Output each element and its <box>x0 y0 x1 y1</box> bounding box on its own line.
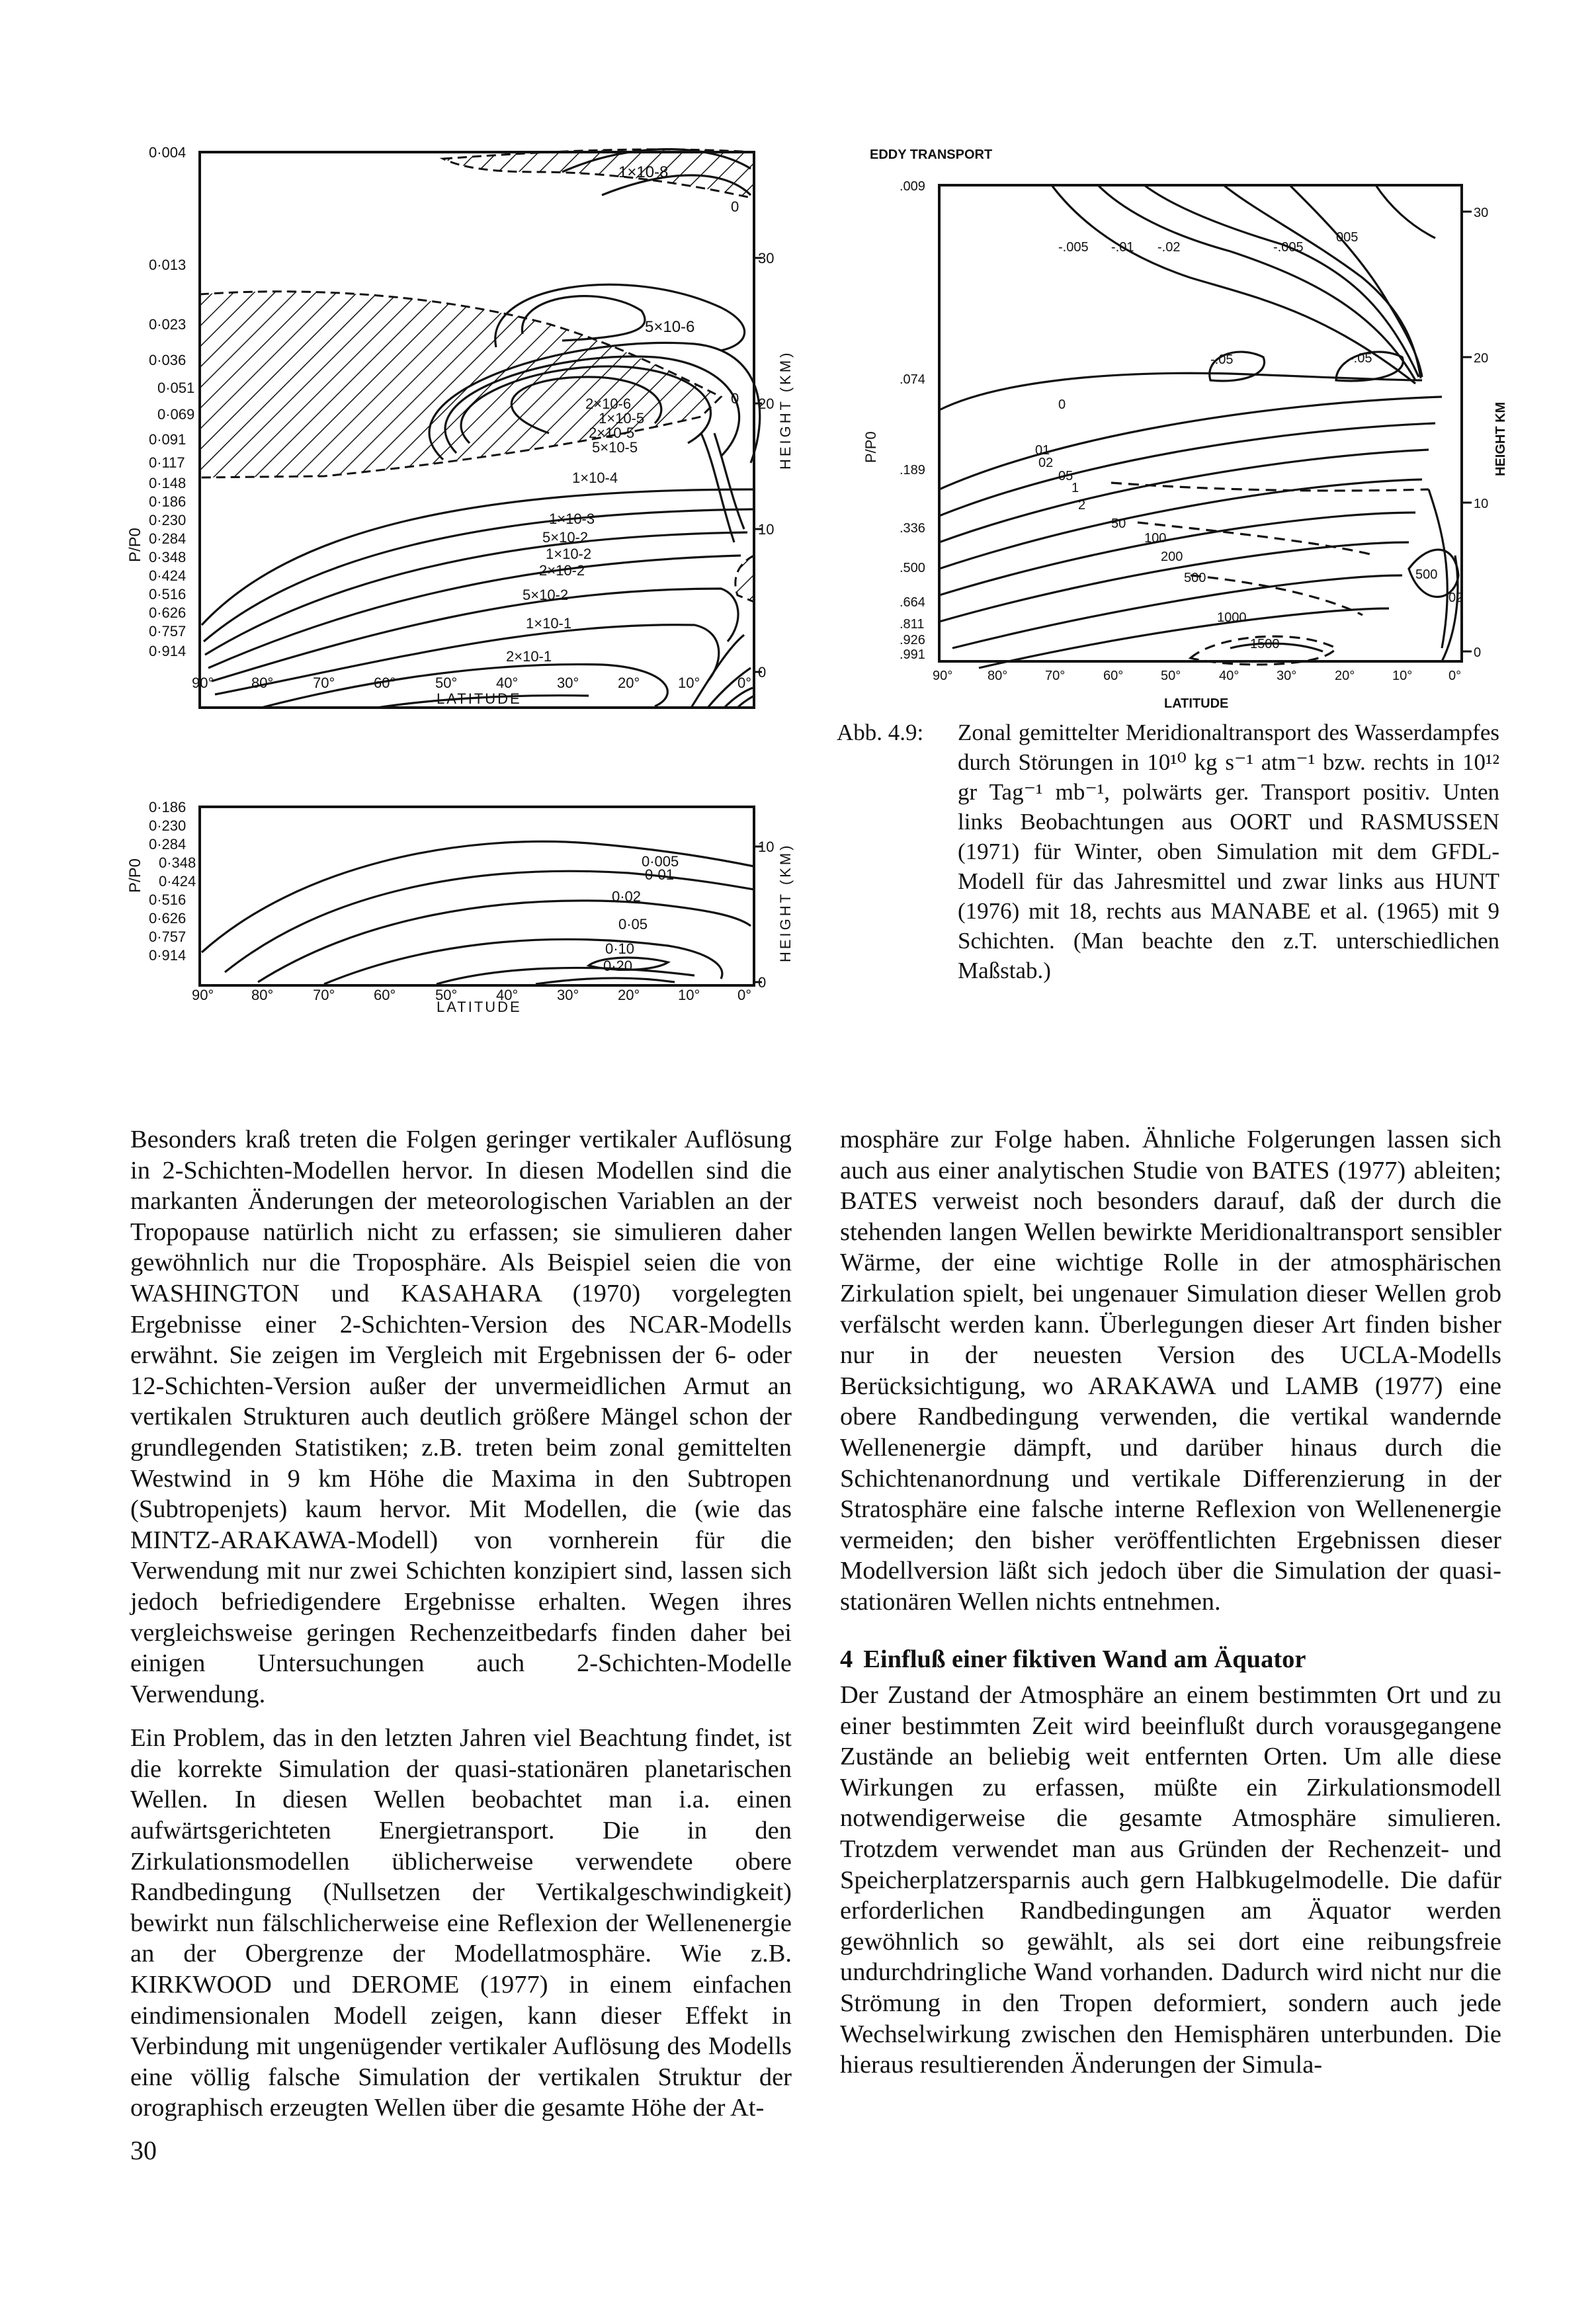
y-tick-label: 0·186 <box>149 493 187 510</box>
y-tick-label: .336 <box>900 521 925 536</box>
x-tick-label: 70° <box>1045 669 1066 683</box>
x-tick-label: 0° <box>1449 669 1462 683</box>
y-tick-label: .811 <box>900 617 925 632</box>
contour-label: -.05 <box>1349 351 1372 366</box>
y-tick-label: 0·148 <box>149 475 187 491</box>
contour-label: 005 <box>1336 230 1359 245</box>
x-tick-label: 20° <box>618 675 640 691</box>
contour-label: 500 <box>1184 571 1206 585</box>
x-tick-label: 70° <box>313 987 335 1003</box>
y-ticks <box>149 144 194 659</box>
hatched-region <box>735 556 754 602</box>
x-tick-label: 60° <box>374 987 396 1003</box>
y2-axis-label: HEIGHT (KM) <box>777 350 794 470</box>
y-tick-label: 0·051 <box>157 380 195 396</box>
contour-label: 0·01 <box>645 866 675 883</box>
y-tick-label: 0·516 <box>149 586 187 602</box>
y-tick-label: .189 <box>900 463 925 477</box>
x-tick-label: 80° <box>251 675 274 691</box>
x-tick-label: 0° <box>737 675 752 691</box>
section-title: Einfluß einer fiktiven Wand am Äquator <box>863 1645 1306 1673</box>
contour-label: 5×10-5 <box>592 439 638 456</box>
x-tick-label: 50° <box>435 987 458 1003</box>
y-tick-label: 0·626 <box>149 604 187 621</box>
caption-label: Abb. 4.9: <box>837 720 924 745</box>
y-tick-label: 0·230 <box>149 512 187 528</box>
x-tick-label: 60° <box>374 675 396 691</box>
y-tick-label: 0·626 <box>149 910 187 927</box>
y2-tick-label: 10 <box>758 839 775 855</box>
y-tick-label: 0·186 <box>149 799 187 815</box>
section-number: 4 <box>840 1645 853 1673</box>
contour-label: 02 <box>1449 591 1464 605</box>
y2-tick-label: 10 <box>1474 497 1489 511</box>
y-tick-label: 0·284 <box>149 836 187 852</box>
y-tick-label: 0·013 <box>149 257 187 273</box>
contour-label: 500 <box>1415 567 1438 582</box>
contour-label: 5×10-2 <box>542 529 589 546</box>
y-tick-label: 0·091 <box>149 431 187 448</box>
y-tick-label: 0·424 <box>149 567 187 584</box>
x-tick-label: 90° <box>192 675 214 691</box>
hatched-region <box>443 149 754 198</box>
contour-label: 100 <box>1144 531 1167 546</box>
x-tick-label: 90° <box>192 987 214 1003</box>
contour-label: 0·005 <box>642 853 679 870</box>
y2-axis-label: HEIGHT (KM) <box>777 843 794 962</box>
y-tick-label: 0·348 <box>159 854 196 871</box>
y-tick-label: .664 <box>900 595 925 610</box>
contour-label: 1 <box>1071 481 1079 495</box>
contour-label: 0·05 <box>618 916 648 932</box>
y-tick-label: 0·757 <box>149 929 187 945</box>
y-tick-label: 0·424 <box>159 873 196 890</box>
y2-tick-label: 10 <box>758 521 775 538</box>
contour-label: 2×10-2 <box>539 562 585 579</box>
x-tick-label: 40° <box>496 675 519 691</box>
contour-label: 0 <box>1058 397 1066 412</box>
y2-tick-label: 0 <box>758 664 767 681</box>
contour-label: 0·10 <box>605 940 635 957</box>
contour-label: 0·20 <box>603 958 633 974</box>
y-tick-label: 0·914 <box>149 947 187 964</box>
y2-tick-label: 20 <box>1474 351 1489 366</box>
paragraph: Besonders kraß treten die Folgen geringer vertikaler Auflösung in 2-Schichten-Modellen hervor. In diesen Modellen sind die markanten Änderungen der meteorologischen Variablen an der Tropopause natürlich nicht zu erfassen; sie simulieren daher gewöhnlich nur die Troposphäre. Als Beispiel seien die von WASHINGTON und KASAHARA (1970) vorgelegten Ergebnisse einer 2-Schichten-Version des NCAR-Modells erwähnt. Sie zeigen im Vergleich mit Ergebnissen der 6- oder 12-Schichten-Version außer der unvermeidlichen Armut an vertikalen Strukturen auch deutlich größere Mängel schon der grundlegenden Statistiken; z.B. treten beim zonal gemittelten Westwind in 9 km Höhe die Maxima in den Subtropen (Subtropenjets) kaum hervor. Mit Modellen, die (wie das MINTZ-ARAKAWA-Modell) von vornherein für die Verwendung mit nur zwei Schichten konzipiert sind, lassen sich jedoch befriedigendere Ergebnisse erhalten. Wegen ihres vergleichsweise geringen Rechenzeitbedarfs finden daher bei einigen Untersuchungen auch 2-Schichten-Modelle Verwendung. <box>130 1126 792 1708</box>
contour-label: 01 <box>1035 443 1050 458</box>
x-tick-label: 40° <box>496 987 519 1003</box>
contour-label: 2 <box>1078 498 1086 513</box>
contour-label: 0 <box>731 390 739 407</box>
contour-chart-top-right <box>860 145 1521 714</box>
contour-label: 1×10-5 <box>599 410 645 427</box>
contour-label: 05 <box>1058 469 1073 483</box>
x-tick-label: 10° <box>678 987 700 1003</box>
x-tick-label: 50° <box>435 675 458 691</box>
y2-tick-label: 30 <box>1474 206 1489 220</box>
caption-text: Zonal gemittelter Meridionaltransport des Wasserdampfes durch Störungen in 10¹⁰ kg s⁻¹ atm⁻¹ bzw. rechts in 10¹² gr Tag⁻¹ mb⁻¹, polwärts ger. Transport positiv. Unten links Beobachtungen aus OORT und RASMUSSEN (1971) für Winter, oben Simulation mit dem GFDL-Modell für das Jahresmittel und zwar links aus HUNT (1976) mit 18, rechts aus MANABE et al. (1965) mit 9 Schichten. (Man beachte den z.T. unterschiedlichen Maßstab.) <box>958 720 1499 983</box>
chart-title: EDDY TRANSPORT <box>870 147 993 162</box>
y-tick-label: 0·023 <box>149 316 187 333</box>
y-tick-label: 0·348 <box>149 549 187 565</box>
contour-label: -.01 <box>1111 240 1134 255</box>
y-axis-label: P/P0 <box>862 431 879 463</box>
x-tick-label: 10° <box>1392 669 1413 683</box>
contour-label: 1×10-8 <box>618 163 669 181</box>
contour-label: 2×10-5 <box>589 425 635 441</box>
contour-label: 1×10-1 <box>526 615 572 632</box>
left-text-column <box>130 1124 792 2137</box>
contour-label: 1500 <box>1250 637 1280 651</box>
contour-label: 1×10-2 <box>546 546 592 562</box>
x-axis-label: LATITUDE <box>1164 696 1229 711</box>
contour-label: 2×10-6 <box>585 395 632 412</box>
paragraph: Der Zustand der Atmosphäre an einem bestimmten Ort und zu einer bestimmten Zeit wird beeinflußt durch vorausgegangene Zustände an beliebig weit entfernten Orten. Um alle diese Wirkungen zu erfassen, müßte ein Zirkulationsmodell notwendigerweise die gesamte Atmosphäre simulieren. Trotzdem verwendet man aus Gründen der Rechenzeit- und Speicherplatzersparnis auch gern Halbkugelmodelle. Die dafür erforderlichen Randbedingungen am Äquator werden gewöhnlich so gewählt, als sei dort eine reibungsfreie undurchdringliche Wand vorhanden. Dadurch wird nicht nur die Strömung in den Tropen deformiert, sondern auch jede Wechselwirkung zwischen den Hemisphären unterbunden. Die hieraus resultierenden Änderungen der Simula- <box>840 1681 1501 2079</box>
y-tick-label: 0·516 <box>149 891 187 908</box>
contour-label: 5×10-6 <box>645 318 695 336</box>
x-tick-label: 70° <box>313 675 335 691</box>
x-tick-label: 90° <box>933 669 953 683</box>
x-tick-label: 20° <box>618 987 640 1003</box>
y2-tick-label: 30 <box>758 250 775 267</box>
y-axis-label: P/P0 <box>126 858 144 893</box>
contour-label: -.02 <box>1157 240 1181 255</box>
y-axis-label: P/P0 <box>126 527 144 562</box>
hatched-region <box>200 292 721 477</box>
page-number: 30 <box>130 2135 157 2165</box>
y-tick-label: .991 <box>900 647 925 662</box>
contour-label: 1×10-3 <box>549 511 595 527</box>
contour-label: 50 <box>1111 517 1126 531</box>
x-tick-label: 40° <box>1219 669 1239 683</box>
x-axis-label: LATITUDE <box>437 690 522 707</box>
x-tick-label: 30° <box>557 675 579 691</box>
contour-label: 0·02 <box>612 888 642 905</box>
section-heading <box>840 1644 1501 1675</box>
contour-label: -.05 <box>1210 352 1234 367</box>
contour-chart-bottom-left <box>126 794 800 1015</box>
y-tick-label: 0·036 <box>149 352 187 368</box>
paragraph: mosphäre zur Folge haben. Ähnliche Folgerungen lassen sich auch aus einer analytischen Studie von BATES (1977) ableiten; BATES verweist noch besonders darauf, daß der durch die stehenden langen Wellen bewirkte Meridionaltransport sensibler Wärme, der eine wichtige Rolle in der atmosphärischen Zirkulation spielt, bei ungenauer Simulation dieser Wellen grob verfälscht werden kann. Überlegungen dieser Art finden bisher nur in der neuesten Version des UCLA-Modells Berücksichtigung, wo ARAKAWA und LAMB (1977) eine obere Randbedingung verwenden, die vertikal wandernde Wellenenergie dämpft, und darüber hinaus durch die Schichtenanordnung und vertikale Differenzierung in der Stratosphäre eine falsche interne Reflexion von Wellenenergie vermeiden; den bisher veröffentlichten Ergebnissen dieser Modellversion läßt sich jedoch über die Simulation der quasi-stationären Wellen nichts entnehmen. <box>840 1126 1501 1616</box>
y2-tick-label: 0 <box>1474 645 1482 660</box>
contour-chart-top-left <box>126 132 800 714</box>
y-tick-label: .009 <box>900 179 925 194</box>
contour-label: 200 <box>1161 550 1183 564</box>
x-tick-label: 10° <box>678 675 700 691</box>
y-tick-label: .926 <box>900 633 925 647</box>
x-tick-label: 60° <box>1103 669 1124 683</box>
y-tick-label: 0·914 <box>149 643 187 659</box>
y-tick-label: 0·230 <box>149 817 187 834</box>
contour-label: 0 <box>731 198 739 215</box>
x-tick-label: 50° <box>1161 669 1181 683</box>
contour-label: 5×10-2 <box>523 587 569 603</box>
y2-axis-label: HEIGHT KM <box>1493 401 1508 476</box>
x-tick-label: 30° <box>1277 669 1297 683</box>
contour-label: 1000 <box>1217 610 1247 625</box>
contour-label: 02 <box>1038 456 1054 470</box>
x-tick-label: 30° <box>557 987 579 1003</box>
x-tick-label: 0° <box>737 987 752 1003</box>
x-tick-label: 80° <box>251 987 274 1003</box>
contour-label: 2×10-1 <box>506 648 552 665</box>
y-tick-label: .500 <box>900 561 925 575</box>
y2-tick-label: 20 <box>758 395 775 412</box>
contour-label: -.005 <box>1058 240 1089 255</box>
y-tick-label: 0·284 <box>149 530 187 547</box>
x-tick-label: 80° <box>987 669 1008 683</box>
y-tick-label: 0·117 <box>149 454 185 471</box>
y-tick-label: 0·069 <box>157 406 195 423</box>
right-text-column <box>840 1124 1501 2094</box>
paragraph: Ein Problem, das in den letzten Jahren viel Beachtung findet, ist die korrekte Simulation der quasi-stationären planetarischen Wellen. In diesen Wellen beobachtet man i.a. einen aufwärtsgerichteten Energietransport. Die in den Zirkulationsmodellen üblicherweise verwendete obere Randbedingung (Nullsetzen der Vertikalgeschwindigkeit) bewirkt nun fälschlicherweise eine Reflexion der Wellenenergie an der Obergrenze der Modellatmosphäre. Wie z.B. KIRKWOOD und DEROME (1977) in einem einfachen eindimensionalen Modell zeigen, kann dieser Effekt in Verbindung mit ungenügender vertikaler Auflösung des Modells eine völlig falsche Simulation der vertikalen Struktur der orographisch erzeugten Wellen über die gesamte Höhe der At- <box>130 1724 792 2122</box>
x-tick-label: 20° <box>1335 669 1355 683</box>
y-tick-label: 0·757 <box>149 623 187 640</box>
y-tick-label: .074 <box>900 372 925 387</box>
contour-label: 1×10-4 <box>572 470 618 486</box>
figure-caption <box>837 718 1499 985</box>
x-axis-label: LATITUDE <box>437 999 522 1015</box>
y-tick-label: 0·004 <box>149 144 187 161</box>
contour-label: -.005 <box>1273 240 1304 255</box>
y2-tick-label: 0 <box>758 974 767 991</box>
